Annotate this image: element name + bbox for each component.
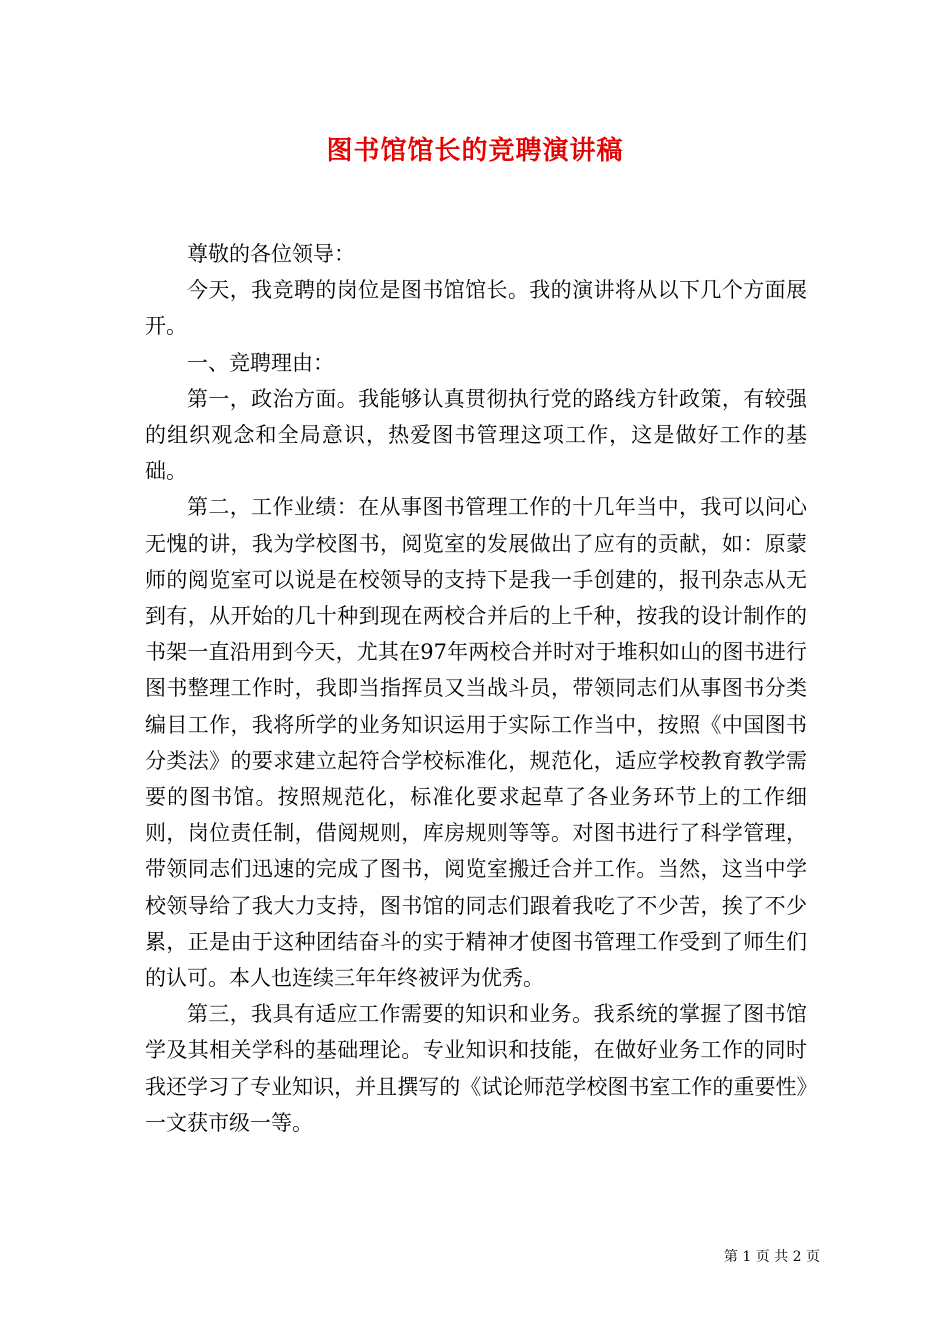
paragraph-intro: 今天，我竞聘的岗位是图书馆馆长。我的演讲将从以下几个方面展开。 [145,278,807,339]
document-title: 图书馆馆长的竞聘演讲稿 [326,136,624,166]
paragraph-second-point: 第二，工作业绩：在从事图书管理工作的十几年当中，我可以问心无愧的讲，我为学校图书，阅览室的发展做出了应有的贡献，如：原蒙师的阅览室可以说是在校领导的支持下是我一手创建的，报刊杂志从无到有，从开始的几十种到现在两校合并后的上千种，按我的设计制作的书架一直沿用到今天，尤其在97年两校合并时对于堆积如山的图书进行图书整理工作时，我即当指挥员又当战斗员，带领同志们从事图书分类编目工作，我将所学的业务知识运用于实际工作当中，按照《中国图书分类法》的要求建立起符合学校标准化，规范化，适应学校教育教学需要的图书馆。按照规范化，标准化要求起草了各业务环节上的工作细则，岗位责任制，借阅规则，库房规则等等。对图书进行了科学管理，带领同志们迅速的完成了图书，阅览室搬迁合并工作。当然，这当中学校领导给了我大力支持，图书馆的同志们跟着我吃了不少苦，挨了不少累，正是由于这种团结奋斗的实于精神才使图书管理工作受到了师生们的认可。本人也连续三年年终被评为优秀。 [145,495,807,991]
page-number-footer: 第 1 页 共 2 页 [723,1249,820,1265]
paragraph-first-point: 第一，政治方面。我能够认真贯彻执行党的路线方针政策，有较强的组织观念和全局意识，热爱图书管理这项工作，这是做好工作的基础。 [145,386,807,484]
document-body [145,236,807,1141]
paragraph-greeting: 尊敬的各位领导： [187,242,355,266]
paragraph-third-point: 第三，我具有适应工作需要的知识和业务。我系统的掌握了图书馆学及其相关学科的基础理论。专业知识和技能，在做好业务工作的同时我还学习了专业知识，并且撰写的《试论师范学校图书室工作的重要性》一文获市级一等。 [145,1002,807,1135]
paragraph-section-heading: 一、竞聘理由： [187,350,334,375]
